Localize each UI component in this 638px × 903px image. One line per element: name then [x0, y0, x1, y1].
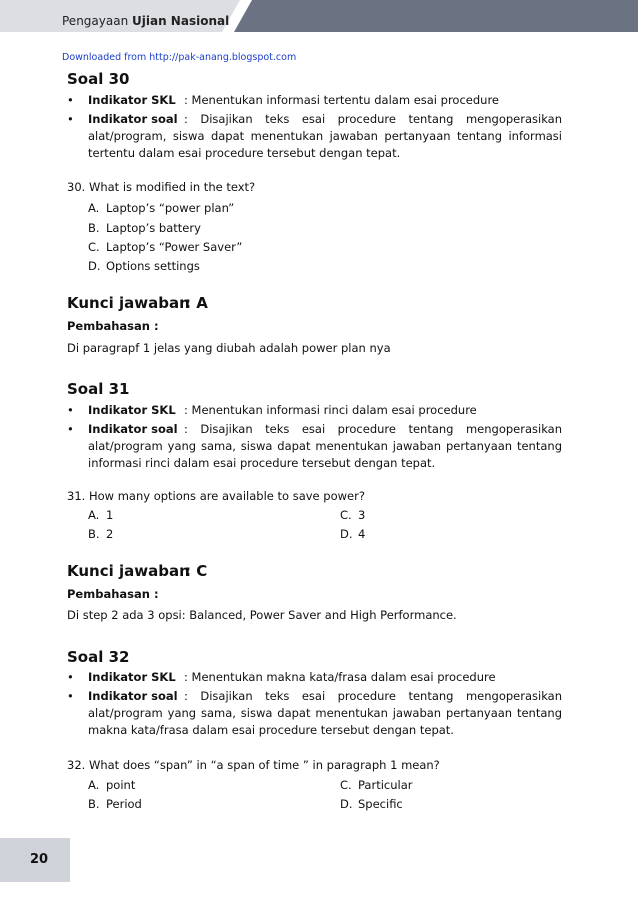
indikator-skl-label: Indikator SKL: [88, 403, 176, 417]
bullet-icon: •: [67, 93, 74, 107]
kunci-label: Kunci jawaban: [67, 294, 190, 312]
indikator-soal-value: : Disajikan teks esai procedure tentang mengoperasikan alat/program yang sama, siswa dapat menentukan jawaban pertanyaan tentang informasi rinci dalam esai procedure tersebut dengan tepat.: [88, 422, 562, 470]
download-source-link[interactable]: Downloaded from http://pak-anang.blogspot.com: [62, 52, 297, 63]
header-title: [62, 14, 229, 28]
soal-31-indikator-soal: [67, 421, 562, 472]
indikator-skl-value: : Menentukan informasi rinci dalam esai procedure: [184, 403, 477, 417]
option-32-a: A. point: [88, 778, 136, 792]
indikator-soal-label: Indikator soal: [88, 112, 178, 126]
indikator-skl-value: : Menentukan informasi tertentu dalam esai procedure: [184, 93, 500, 107]
indikator-soal-label: Indikator soal: [88, 422, 178, 436]
soal-30-title: Soal 30: [67, 70, 130, 88]
header-exam-name: Ujian Nasional: [132, 14, 230, 28]
option-32-c: C. Particular: [340, 778, 413, 792]
question-32: 32. What does “span” in “a span of time ” in paragraph 1 mean?: [67, 758, 440, 772]
soal-32-indikator-soal: [67, 688, 562, 739]
indikator-soal-value: : Disajikan teks esai procedure tentang mengoperasikan alat/program, siswa dapat menentukan jawaban pertanyaan tentang informasi tertentu dalam esai procedure tersebut dengan tepat.: [88, 112, 562, 160]
option-32-d: D. Specific: [340, 797, 403, 811]
soal-31-title: Soal 31: [67, 380, 130, 398]
option-30-d: D. Options settings: [88, 259, 200, 273]
page-number: 20: [30, 852, 49, 867]
bullet-icon: •: [67, 403, 74, 417]
soal-30-indikator-soal: [67, 111, 562, 162]
pembahasan-31-label: Pembahasan :: [67, 587, 159, 601]
pembahasan-30-label: Pembahasan :: [67, 319, 159, 333]
soal-32-indikator-skl: [67, 669, 562, 686]
option-31-b: B. 2: [88, 527, 114, 541]
indikator-skl-label: Indikator SKL: [88, 670, 176, 684]
bullet-icon: •: [67, 689, 74, 703]
indikator-soal-value: : Disajikan teks esai procedure tentang mengoperasikan alat/program yang sama, siswa dapat menentukan jawaban pertanyaan tentang makna kata/frasa dalam esai procedure tersebut dengan tepat.: [88, 689, 562, 737]
question-31: 31. How many options are available to save power?: [67, 489, 365, 503]
bullet-icon: •: [67, 422, 74, 436]
pembahasan-31-text: Di step 2 ada 3 opsi: Balanced, Power Saver and High Performance.: [67, 608, 457, 622]
option-31-a: A. 1: [88, 508, 114, 522]
indikator-skl-label: Indikator SKL: [88, 93, 176, 107]
bullet-icon: •: [67, 670, 74, 684]
header-prefix: Pengayaan: [62, 14, 129, 28]
option-30-a: A. Laptop’s “power plan”: [88, 201, 235, 215]
option-30-b: B. Laptop’s battery: [88, 221, 201, 235]
option-31-d: D. 4: [340, 527, 366, 541]
kunci-jawaban-30: [67, 294, 208, 312]
indikator-skl-value: : Menentukan makna kata/frasa dalam esai procedure: [184, 670, 496, 684]
soal-30-indikator-skl: [67, 92, 562, 109]
kunci-jawaban-31: [67, 562, 208, 580]
soal-31-indikator-skl: [67, 402, 562, 419]
kunci-value: : C: [185, 562, 208, 580]
pembahasan-30-text: Di paragrapf 1 jelas yang diubah adalah power plan nya: [67, 341, 391, 355]
indikator-soal-label: Indikator soal: [88, 689, 178, 703]
question-30: 30. What is modified in the text?: [67, 180, 256, 194]
kunci-value: : A: [185, 294, 208, 312]
soal-32-title: Soal 32: [67, 648, 130, 666]
option-31-c: C. 3: [340, 508, 366, 522]
option-30-c: C. Laptop’s “Power Saver”: [88, 240, 243, 254]
option-32-b: B. Period: [88, 797, 142, 811]
bullet-icon: •: [67, 112, 74, 126]
kunci-label: Kunci jawaban: [67, 562, 190, 580]
